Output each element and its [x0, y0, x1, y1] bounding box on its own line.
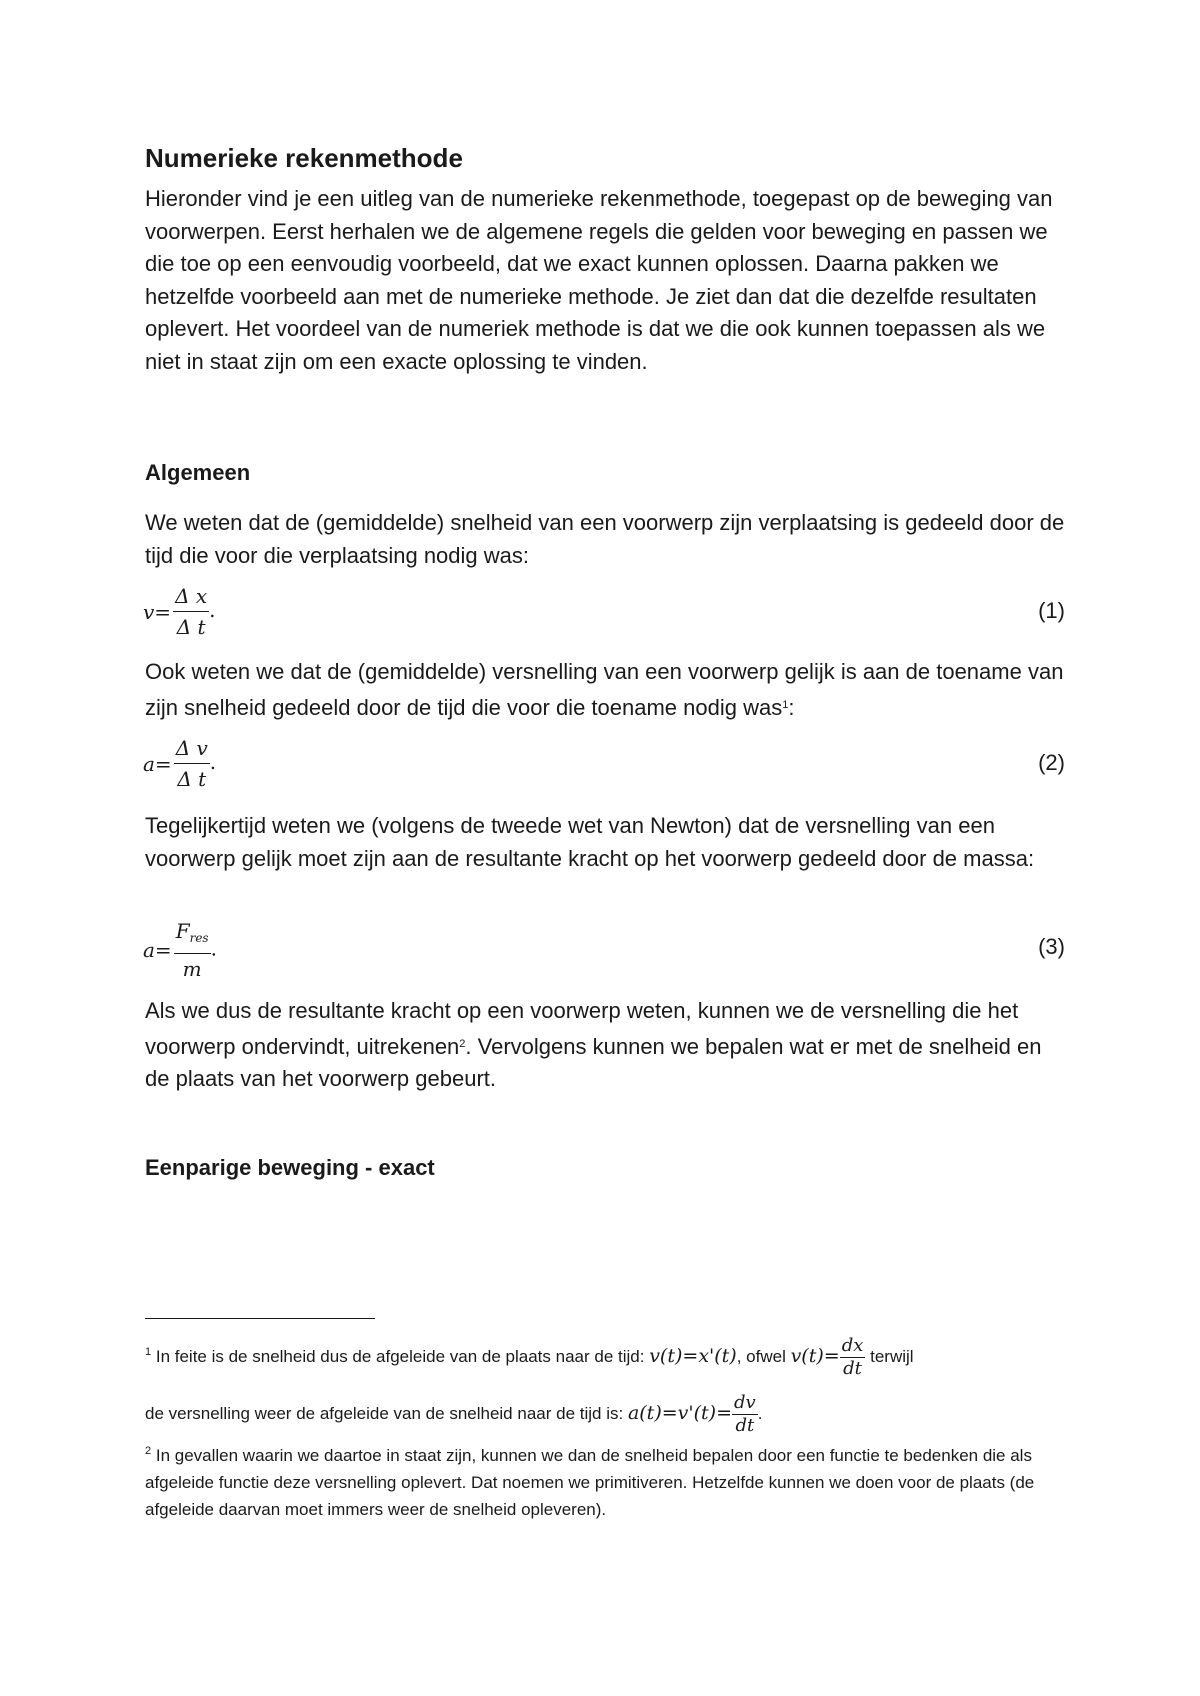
- eq2-denominator: Δ t: [177, 767, 207, 791]
- footnote-1-math-b: v(t)=: [790, 1344, 840, 1367]
- eq3-fraction: [174, 918, 211, 982]
- equation-3-number: (3): [1038, 934, 1065, 959]
- paragraph-snelheid: We weten dat de (gemiddelde) snelheid van een voorwerp zijn verplaatsing is gedeeld door de tijd die voor die verplaatsing nodig was:: [145, 510, 1065, 568]
- paragraph-versnelling-end: :: [788, 694, 795, 720]
- footnote-separator: [145, 1318, 375, 1319]
- footnote-1-marker: 1: [145, 1345, 152, 1358]
- paragraph-versnelling: [145, 656, 1065, 724]
- eq3-denominator: m: [182, 957, 202, 981]
- footnote-1-text-c: terwijl: [865, 1346, 914, 1366]
- eq3-lhs: a=: [143, 938, 172, 962]
- footnote-1-math-a: v(t)=x'(t): [649, 1344, 737, 1367]
- eq1-lhs: v=: [143, 599, 172, 624]
- footnote-ref-1[interactable]: 1: [782, 698, 789, 711]
- eq3-force-subscript: res: [189, 931, 209, 945]
- paragraph-resultante: [145, 995, 1065, 1096]
- paragraph-newton: Tegelijkertijd weten we (volgens de tweede wet van Newton) dat de versnelling van een voorwerp gelijk moet zijn aan de resultante kracht op het voorwerp gedeeld door de massa:: [145, 813, 1035, 871]
- footnote-1-frac-b-den: dt: [843, 1358, 862, 1379]
- footnote-ref-2[interactable]: 2: [459, 1037, 466, 1050]
- footnote-1-text-d: de versnelling weer de afgeleide van de snelheid naar de tijd is:: [145, 1403, 628, 1423]
- footnote-1-line-2: [145, 1392, 1065, 1437]
- equation-2: a= $\frac{\text{Δ v}}{\text{Δ t}}$ .: [143, 736, 217, 791]
- footnote-2-text: In gevallen waarin we daartoe in staat zijn, kunnen we dan de snelheid bepalen door een functie te bedenken die als afgeleide functie deze versnelling oplevert. Dat noemen we primitiveren. Hetzelfde kunnen we doen voor de plaats (de afgeleide daarvan moet immers weer de snelheid opleveren).: [145, 1446, 1035, 1519]
- footnote-1-frac-b-num: dx: [841, 1335, 864, 1356]
- equation-2-number: (2): [1038, 750, 1065, 775]
- eq1-fraction: [173, 583, 209, 640]
- eq3-numerator: [174, 918, 211, 954]
- footnote-1-frac-c-den: dt: [735, 1415, 755, 1436]
- paragraph-resultante-end: . Vervolgens kunnen we bepalen wat er met de snelheid en de plaats van het voorwerp gebeurt.: [145, 1033, 1042, 1091]
- eq2-lhs: a=: [143, 751, 172, 776]
- footnote-2-marker: 2: [145, 1445, 152, 1457]
- footnote-1-fraction-c: [732, 1392, 758, 1437]
- footnote-1-text-a: In feite is de snelheid dus de afgeleide van de plaats naar de tijd:: [151, 1346, 650, 1366]
- paragraph-versnelling-text: Ook weten we dat de (gemiddelde) versnelling van een voorwerp gelijk is aan de toename van zijn snelheid gedeeld door de tijd die voor die toename nodig was: [145, 659, 1064, 720]
- eq1-numerator: Δ x: [173, 583, 209, 612]
- footnote-1-text-b: , ofwel: [736, 1346, 791, 1366]
- page-title: Numerieke rekenmethode: [145, 143, 463, 173]
- equation-3: a= $\frac{F_{res}}{m}$ .: [143, 919, 217, 981]
- eq2-numerator: Δ v: [174, 735, 210, 764]
- footnote-1-text-e: .: [757, 1403, 763, 1423]
- equation-1-number: (1): [1038, 598, 1065, 623]
- paragraph-resultante-text: Als we dus de resultante kracht op een voorwerp weten, kunnen we de versnelling die het voorwerp ondervindt, uitrekenen: [145, 998, 1019, 1059]
- footnote-2: [145, 1438, 1065, 1523]
- footnote-1-fraction-b: [840, 1335, 866, 1380]
- eq2-fraction: [174, 735, 210, 792]
- equation-1: v= $\frac{\text{Δ x}}{\text{Δ t}}$ .: [143, 584, 216, 639]
- footnote-1-math-c: a(t)=v'(t)=: [627, 1401, 732, 1424]
- eq3-force-symbol: F: [175, 919, 190, 943]
- intro-paragraph: Hieronder vind je een uitleg van de numerieke rekenmethode, toegepast op de beweging van voorwerpen. Eerst herhalen we de algemene regels die gelden voor beweging en passen we die toe op een eenvoudig voorbeeld, dat we exact kunnen oplossen. Daarna pakken we hetzelfde voorbeeld aan met de numerieke methode. Je ziet dan dat die dezelfde resultaten oplevert. Het voordeel van de numeriek methode is dat we die ook kunnen toepassen als we niet in staat zijn om een exacte oplossing te vinden.: [145, 186, 1053, 374]
- section-heading-eenparige-beweging: Eenparige beweging - exact: [145, 1155, 435, 1180]
- footnote-1-line-1: [145, 1335, 1065, 1380]
- section-heading-algemeen: Algemeen: [145, 460, 251, 485]
- footnote-1-frac-c-num: dv: [733, 1392, 756, 1413]
- eq1-denominator: Δ t: [176, 615, 206, 639]
